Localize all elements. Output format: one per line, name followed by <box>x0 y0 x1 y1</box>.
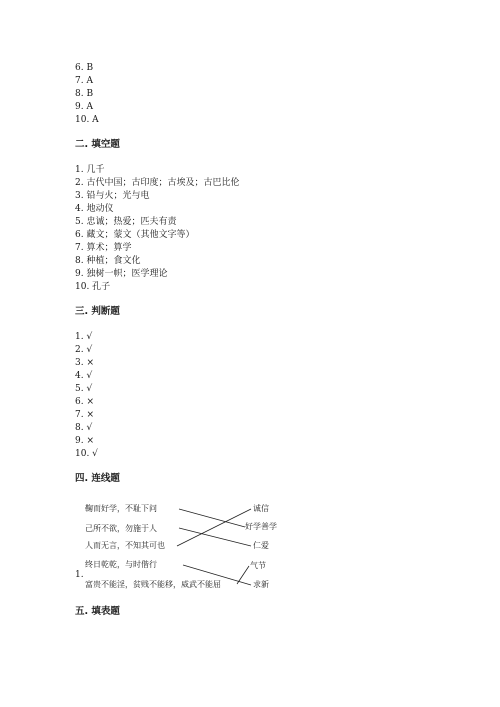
fill-answer: 4. 地动仪 <box>75 204 114 214</box>
match-link-line <box>179 509 245 527</box>
match-right-item: 仁爱 <box>253 541 269 550</box>
match-right-item: 求新 <box>253 580 269 589</box>
choice-answer: 7. A <box>75 76 93 86</box>
judge-answer: 2. √ <box>75 345 93 355</box>
match-link-line <box>177 509 251 546</box>
match-link-line <box>179 528 251 546</box>
question-number: 1. <box>75 570 84 580</box>
fill-section-title: 二. 填空题 <box>75 139 120 150</box>
fill-answer: 6. 藏文；蒙文（其他文字等） <box>75 230 195 240</box>
fill-answer: 8. 种植；食文化 <box>75 256 141 266</box>
fill-answer: 7. 算术；算学 <box>75 243 132 253</box>
fill-answer: 2. 古代中国；古印度；古埃及；古巴比伦 <box>75 178 240 188</box>
match-left-item: 鞠而好学，不耻下问 <box>85 504 157 513</box>
match-left-item: 终日乾乾，与时偕行 <box>85 560 157 569</box>
judge-answer: 6. × <box>75 397 94 407</box>
match-left-item: 富贵不能淫，贫贱不能移，威武不能屈 <box>85 580 221 589</box>
judge-answer: 4. √ <box>75 371 93 381</box>
judge-answer: 7. × <box>75 410 94 420</box>
match-right-item: 诚信 <box>253 504 269 513</box>
fill-answer: 10. 孔子 <box>75 282 111 292</box>
choice-answer: 10. A <box>75 115 99 125</box>
match-left-item: 己所不欲，勿施于人 <box>85 524 157 533</box>
fill-answer: 5. 忠诚；热爱；匹夫有责 <box>75 217 177 227</box>
matching-figure <box>75 500 295 596</box>
judge-answer: 5. √ <box>75 384 93 394</box>
judge-answer: 9. × <box>75 436 94 446</box>
judge-section-title: 三. 判断题 <box>75 306 120 317</box>
judge-answer: 3. × <box>75 358 94 368</box>
judge-answer: 10. √ <box>75 449 98 459</box>
judge-answer: 1. √ <box>75 332 93 342</box>
choice-answer: 9. A <box>75 102 93 112</box>
fill-answer: 1. 几千 <box>75 165 105 175</box>
match-left-item: 人而无言，不知其可也 <box>85 541 165 550</box>
table-section-title: 五. 填表题 <box>75 606 120 617</box>
match-right-item: 气节 <box>250 561 266 570</box>
choice-answer: 8. B <box>75 89 94 99</box>
choice-answer: 6. B <box>75 63 94 73</box>
match-link-line <box>237 566 249 584</box>
fill-answer: 3. 铅与火；光与电 <box>75 191 150 201</box>
match-section-title: 四. 连线题 <box>75 473 120 484</box>
match-right-item: 好学善学 <box>245 522 277 531</box>
judge-answer: 8. √ <box>75 423 93 433</box>
fill-answer: 9. 独树一帜；医学理论 <box>75 269 168 279</box>
